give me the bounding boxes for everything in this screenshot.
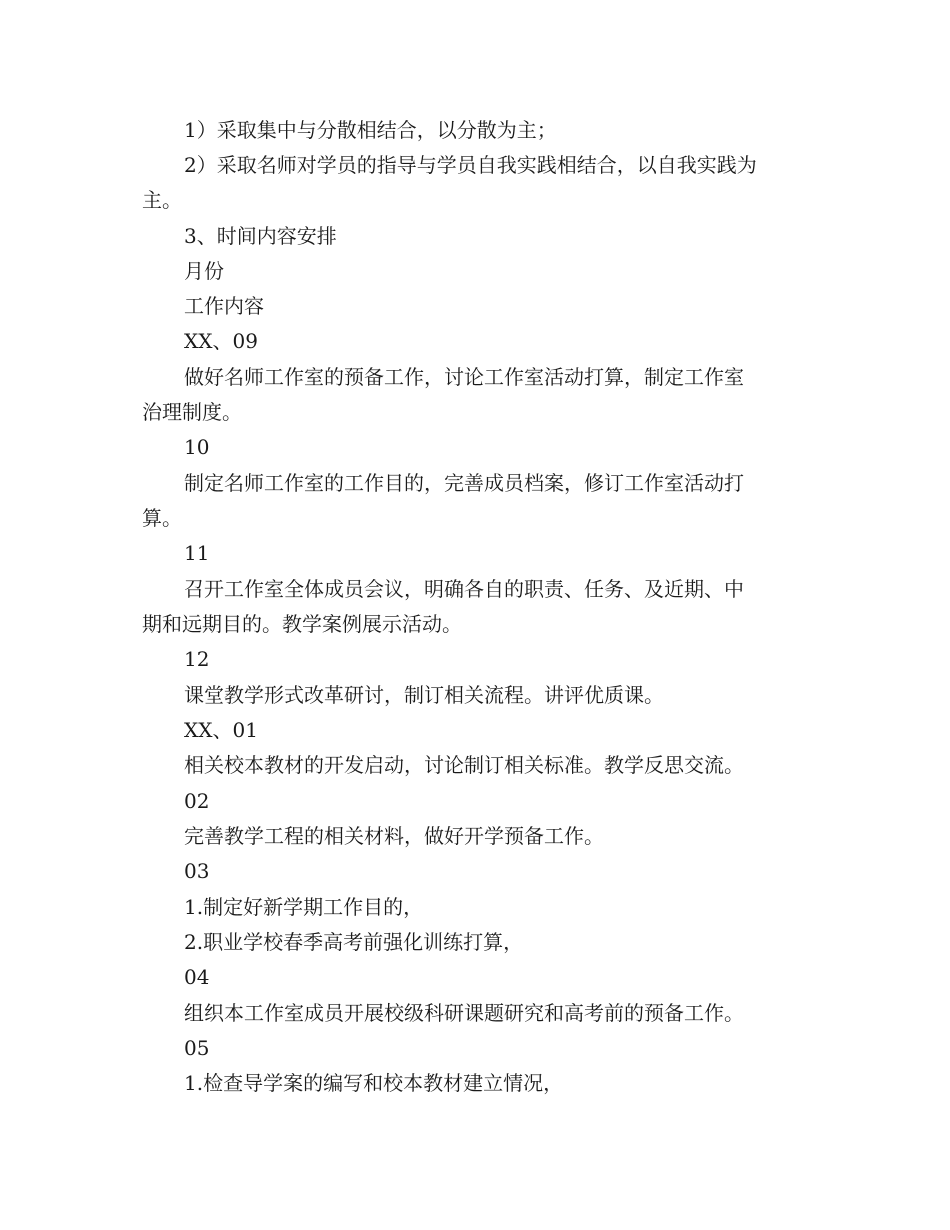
text-line: 1）采取集中与分散相结合，以分散为主；	[184, 118, 557, 142]
month-label: 03	[184, 859, 210, 883]
text-line: 课堂教学形式改革研讨，制订相关流程。讲评优质课。	[184, 683, 664, 707]
text-line: 制定名师工作室的工作目的，完善成员档案，修订工作室活动打	[184, 471, 744, 495]
text-line: 主。	[142, 188, 182, 212]
text-line: 相关校本教材的开发启动，讨论制订相关标准。教学反思交流。	[184, 753, 744, 777]
section-heading: 3、时间内容安排	[184, 224, 337, 248]
month-label: 11	[184, 541, 210, 565]
text-line: 期和远期目的。教学案例展示活动。	[142, 612, 462, 636]
text-line: 2.职业学校春季高考前强化训练打算，	[184, 930, 524, 954]
month-label: 05	[184, 1036, 210, 1060]
text-line: 召开工作室全体成员会议，明确各自的职责、任务、及近期、中	[184, 577, 744, 601]
text-line: 算。	[142, 506, 182, 530]
text-line: 1.制定好新学期工作目的，	[184, 895, 424, 919]
column-header-month: 月份	[184, 259, 224, 283]
text-line: 完善教学工程的相关材料，做好开学预备工作。	[184, 824, 604, 848]
month-label: 12	[184, 647, 210, 671]
text-line: 1.检查导学案的编写和校本教材建立情况，	[184, 1071, 564, 1095]
month-label: 10	[184, 435, 210, 459]
month-label: XX、01	[184, 718, 258, 742]
month-label: 04	[184, 965, 210, 989]
text-line: 治理制度。	[142, 400, 242, 424]
text-line: 组织本工作室成员开展校级科研课题研究和高考前的预备工作。	[184, 1001, 744, 1025]
month-label: 02	[184, 789, 210, 813]
column-header-content: 工作内容	[184, 294, 264, 318]
month-label: XX、09	[184, 329, 258, 353]
text-line: 做好名师工作室的预备工作，讨论工作室活动打算，制定工作室	[184, 365, 744, 389]
text-line: 2）采取名师对学员的指导与学员自我实践相结合，以自我实践为	[184, 153, 757, 177]
